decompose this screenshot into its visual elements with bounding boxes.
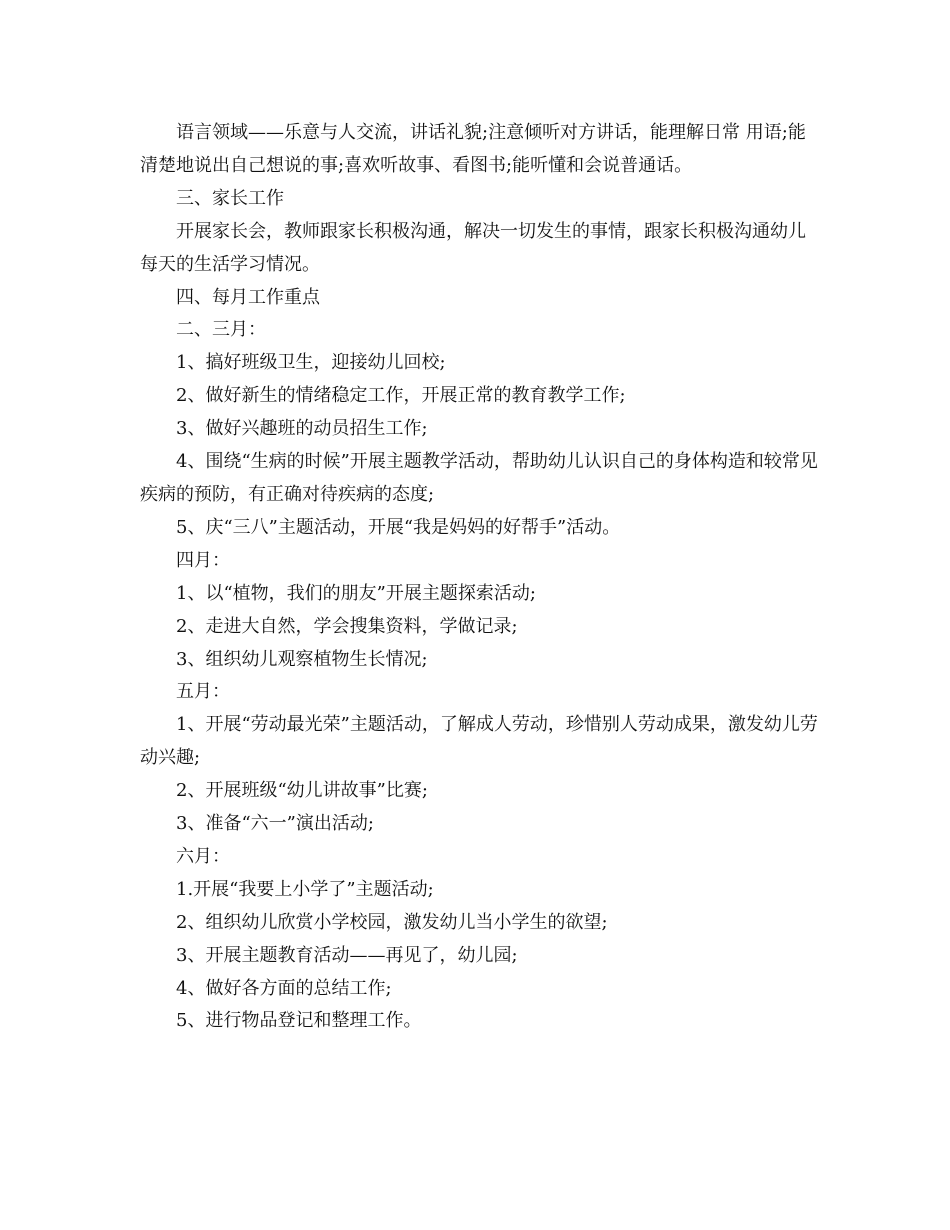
list-item: 5、进行物品登记和整理工作。 (176, 1010, 422, 1032)
list-item: 3、开展主题教育活动——再见了，幼儿园; (176, 944, 518, 966)
list-item: 1、以“植物，我们的朋友”开展主题探索活动; (176, 582, 536, 604)
list-item: 1、开展“劳动最光荣”主题活动，了解成人劳动，珍惜别人劳动成果，激发幼儿劳动兴趣; (140, 714, 818, 769)
month-heading-feb-mar: 二、三月： (176, 319, 266, 341)
list-item: 3、准备“六一”演出活动; (176, 813, 374, 835)
section-heading-monthly-focus: 四、每月工作重点 (176, 286, 320, 308)
list-item: 1.开展“我要上小学了”主题活动; (176, 878, 434, 900)
list-item: 2、走进大自然，学会搜集资料，学做记录; (176, 615, 518, 637)
month-heading-april: 四月： (176, 549, 230, 571)
document-body (140, 117, 820, 1038)
list-item: 5、庆“三八”主题活动，开展“我是妈妈的好帮手”活动。 (176, 516, 621, 538)
paragraph-language-domain: 语言领域——乐意与人交流，讲话礼貌;注意倾听对方讲话，能理解日常 用语;能清楚地说出自己想说的事;喜欢听故事、看图书;能听懂和会说普通话。 (140, 122, 806, 176)
list-item: 3、组织幼儿观察植物生长情况; (176, 648, 428, 670)
list-item: 4、做好各方面的总结工作; (176, 977, 392, 999)
section-heading-parent-work: 三、家长工作 (176, 187, 284, 209)
list-item: 3、做好兴趣班的动员招生工作; (176, 418, 428, 440)
paragraph-parent-meeting: 开展家长会，教师跟家长积极沟通，解决一切发生的事情，跟家长积极沟通幼儿每天的生活学习情况。 (140, 220, 806, 275)
list-item: 4、围绕“生病的时候”开展主题教学活动，帮助幼儿认识自己的身体构造和较常见疾病的预防，有正确对待疾病的态度; (140, 451, 818, 505)
list-item: 2、做好新生的情绪稳定工作，开展正常的教育教学工作; (176, 385, 626, 407)
list-item: 2、开展班级“幼儿讲故事”比赛; (176, 780, 428, 802)
month-heading-june: 六月： (176, 845, 230, 867)
list-item: 1、搞好班级卫生，迎接幼儿回校; (176, 352, 446, 374)
list-item: 2、组织幼儿欣赏小学校园，激发幼儿当小学生的欲望; (176, 911, 608, 933)
month-heading-may: 五月： (176, 681, 230, 703)
